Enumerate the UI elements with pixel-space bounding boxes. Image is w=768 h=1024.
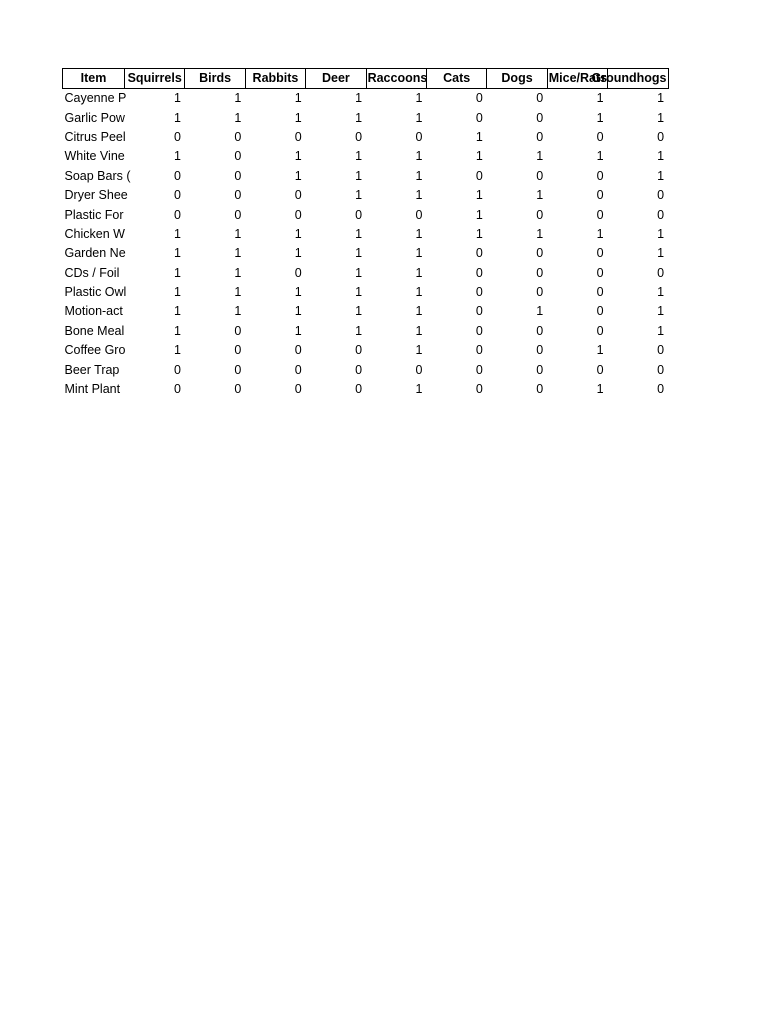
item-name-cell: Mint Plant	[64, 382, 121, 397]
item-name-cell: Motion-act	[64, 304, 123, 319]
column-header-deer: Deer	[306, 69, 366, 89]
value-cell: 0	[475, 343, 483, 358]
value-cell: 1	[415, 323, 423, 338]
value-cell: 1	[355, 188, 363, 203]
column-header-rabbits: Rabbits	[245, 69, 305, 89]
value-cell: 0	[536, 285, 544, 300]
table-row	[63, 360, 669, 379]
spreadsheet-page	[62, 68, 668, 399]
column-header-groundhogs: Groundhogs	[608, 69, 668, 89]
value-cell: 1	[657, 91, 665, 106]
table-row	[63, 244, 669, 263]
header-row	[63, 69, 669, 89]
value-cell: 1	[234, 265, 242, 280]
value-cell: 0	[355, 362, 363, 377]
value-cell: 1	[596, 110, 604, 125]
column-header-dogs: Dogs	[487, 69, 547, 89]
value-cell: 1	[657, 226, 665, 241]
value-cell: 0	[596, 246, 604, 261]
item-name-cell: Garlic Pow	[64, 110, 125, 125]
item-name-cell: Coffee Gro	[64, 343, 126, 358]
value-cell: 0	[294, 207, 302, 222]
value-cell: 1	[536, 304, 544, 319]
value-cell: 1	[475, 207, 483, 222]
value-cell: 0	[536, 362, 544, 377]
table-row	[63, 89, 669, 109]
value-cell: 0	[355, 343, 363, 358]
table-row	[63, 264, 669, 283]
value-cell: 0	[234, 362, 242, 377]
column-header-mice-rats: Mice/Rats	[547, 69, 607, 89]
value-cell: 1	[415, 246, 423, 261]
value-cell: 1	[294, 285, 302, 300]
value-cell: 1	[355, 168, 363, 183]
value-cell: 1	[294, 304, 302, 319]
value-cell: 1	[657, 304, 665, 319]
value-cell: 1	[173, 285, 181, 300]
value-cell: 1	[415, 168, 423, 183]
column-header-raccoons: Raccoons	[366, 69, 426, 89]
value-cell: 0	[294, 265, 302, 280]
table-row	[63, 167, 669, 186]
value-cell: 1	[596, 382, 604, 397]
value-cell: 0	[173, 362, 181, 377]
item-name-cell: Plastic For	[64, 207, 124, 222]
item-name-cell: Cayenne P	[64, 91, 127, 106]
value-cell: 0	[475, 265, 483, 280]
value-cell: 0	[596, 207, 604, 222]
value-cell: 0	[596, 304, 604, 319]
value-cell: 1	[415, 304, 423, 319]
value-cell: 1	[415, 91, 423, 106]
column-header-birds: Birds	[185, 69, 245, 89]
value-cell: 1	[355, 91, 363, 106]
value-cell: 0	[355, 207, 363, 222]
value-cell: 1	[234, 226, 242, 241]
value-cell: 1	[415, 343, 423, 358]
value-cell: 0	[475, 91, 483, 106]
value-cell: 1	[173, 265, 181, 280]
value-cell: 1	[596, 91, 604, 106]
value-cell: 0	[415, 362, 423, 377]
value-cell: 0	[475, 285, 483, 300]
value-cell: 1	[234, 91, 242, 106]
value-cell: 0	[355, 129, 363, 144]
value-cell: 1	[355, 265, 363, 280]
value-cell: 0	[294, 382, 302, 397]
value-cell: 1	[355, 285, 363, 300]
value-cell: 1	[536, 149, 544, 164]
table-row	[63, 205, 669, 224]
item-name-cell: Bone Meal	[64, 323, 125, 338]
value-cell: 1	[415, 285, 423, 300]
value-cell: 1	[355, 149, 363, 164]
value-cell: 0	[536, 91, 544, 106]
item-name-cell: Beer Trap	[64, 362, 120, 377]
value-cell: 0	[657, 207, 665, 222]
value-cell: 1	[294, 323, 302, 338]
value-cell: 0	[657, 382, 665, 397]
value-cell: 1	[234, 285, 242, 300]
value-cell: 0	[596, 168, 604, 183]
pest-deterrent-table	[62, 68, 669, 399]
table-row	[63, 341, 669, 360]
value-cell: 1	[234, 304, 242, 319]
value-cell: 0	[475, 304, 483, 319]
value-cell: 0	[536, 382, 544, 397]
value-cell: 0	[657, 265, 665, 280]
value-cell: 0	[536, 343, 544, 358]
table-row	[63, 380, 669, 399]
value-cell: 0	[657, 343, 665, 358]
value-cell: 1	[355, 304, 363, 319]
table-row	[63, 283, 669, 302]
value-cell: 1	[415, 265, 423, 280]
value-cell: 1	[536, 188, 544, 203]
value-cell: 0	[475, 110, 483, 125]
item-name-cell: Soap Bars (	[64, 168, 131, 183]
value-cell: 1	[415, 149, 423, 164]
value-cell: 0	[596, 188, 604, 203]
value-cell: 1	[173, 149, 181, 164]
item-name-cell: CDs / Foil	[64, 265, 120, 280]
value-cell: 1	[596, 226, 604, 241]
value-cell: 1	[415, 188, 423, 203]
value-cell: 0	[657, 362, 665, 377]
value-cell: 0	[234, 129, 242, 144]
value-cell: 0	[596, 362, 604, 377]
value-cell: 1	[294, 226, 302, 241]
value-cell: 1	[173, 343, 181, 358]
value-cell: 1	[657, 246, 665, 261]
item-name-cell: Chicken W	[64, 226, 125, 241]
value-cell: 0	[173, 129, 181, 144]
column-header-squirrels: Squirrels	[125, 69, 185, 89]
value-cell: 1	[415, 110, 423, 125]
value-cell: 1	[536, 226, 544, 241]
item-name-cell: White Vine	[64, 149, 125, 164]
value-cell: 0	[536, 110, 544, 125]
table-row	[63, 322, 669, 341]
item-name-cell: Citrus Peel	[64, 129, 126, 144]
value-cell: 1	[596, 343, 604, 358]
value-cell: 0	[475, 246, 483, 261]
value-cell: 1	[173, 110, 181, 125]
value-cell: 0	[355, 382, 363, 397]
item-name-cell: Plastic Owl	[64, 285, 127, 300]
value-cell: 0	[294, 362, 302, 377]
value-cell: 0	[173, 382, 181, 397]
value-cell: 0	[294, 343, 302, 358]
value-cell: 1	[657, 168, 665, 183]
value-cell: 0	[475, 323, 483, 338]
table-row	[63, 186, 669, 205]
value-cell: 1	[415, 382, 423, 397]
value-cell: 0	[173, 188, 181, 203]
value-cell: 1	[657, 285, 665, 300]
value-cell: 1	[355, 323, 363, 338]
value-cell: 0	[234, 207, 242, 222]
value-cell: 0	[657, 129, 665, 144]
value-cell: 0	[536, 207, 544, 222]
value-cell: 0	[234, 149, 242, 164]
table-row	[63, 108, 669, 127]
table-row	[63, 225, 669, 244]
value-cell: 1	[657, 149, 665, 164]
value-cell: 0	[536, 129, 544, 144]
value-cell: 1	[596, 149, 604, 164]
value-cell: 1	[234, 246, 242, 261]
value-cell: 1	[475, 226, 483, 241]
value-cell: 0	[234, 188, 242, 203]
column-header-cats: Cats	[426, 69, 486, 89]
value-cell: 1	[173, 323, 181, 338]
table-row	[63, 302, 669, 321]
value-cell: 0	[415, 129, 423, 144]
value-cell: 0	[536, 265, 544, 280]
value-cell: 0	[415, 207, 423, 222]
value-cell: 0	[596, 323, 604, 338]
table-body	[63, 89, 669, 400]
value-cell: 1	[294, 246, 302, 261]
value-cell: 1	[355, 226, 363, 241]
item-name-cell: Dryer Shee	[64, 188, 128, 203]
value-cell: 1	[234, 110, 242, 125]
value-cell: 0	[294, 129, 302, 144]
value-cell: 1	[475, 149, 483, 164]
value-cell: 0	[536, 246, 544, 261]
value-cell: 0	[475, 168, 483, 183]
value-cell: 0	[596, 129, 604, 144]
value-cell: 1	[475, 129, 483, 144]
table-row	[63, 147, 669, 166]
value-cell: 1	[475, 188, 483, 203]
value-cell: 0	[173, 207, 181, 222]
value-cell: 0	[234, 382, 242, 397]
value-cell: 1	[355, 246, 363, 261]
item-name-cell: Garden Ne	[64, 246, 126, 261]
value-cell: 1	[294, 149, 302, 164]
value-cell: 0	[173, 168, 181, 183]
value-cell: 1	[173, 226, 181, 241]
value-cell: 0	[234, 343, 242, 358]
column-header-item: Item	[63, 69, 125, 89]
value-cell: 0	[475, 362, 483, 377]
value-cell: 1	[657, 110, 665, 125]
value-cell: 0	[234, 168, 242, 183]
value-cell: 1	[173, 304, 181, 319]
value-cell: 0	[596, 265, 604, 280]
value-cell: 1	[294, 91, 302, 106]
value-cell: 1	[173, 91, 181, 106]
value-cell: 1	[415, 226, 423, 241]
value-cell: 0	[657, 188, 665, 203]
value-cell: 1	[294, 168, 302, 183]
value-cell: 1	[657, 323, 665, 338]
value-cell: 0	[294, 188, 302, 203]
value-cell: 0	[536, 323, 544, 338]
value-cell: 0	[234, 323, 242, 338]
value-cell: 1	[355, 110, 363, 125]
value-cell: 0	[475, 382, 483, 397]
value-cell: 0	[596, 285, 604, 300]
table-row	[63, 128, 669, 147]
value-cell: 0	[536, 168, 544, 183]
value-cell: 1	[173, 246, 181, 261]
value-cell: 1	[294, 110, 302, 125]
